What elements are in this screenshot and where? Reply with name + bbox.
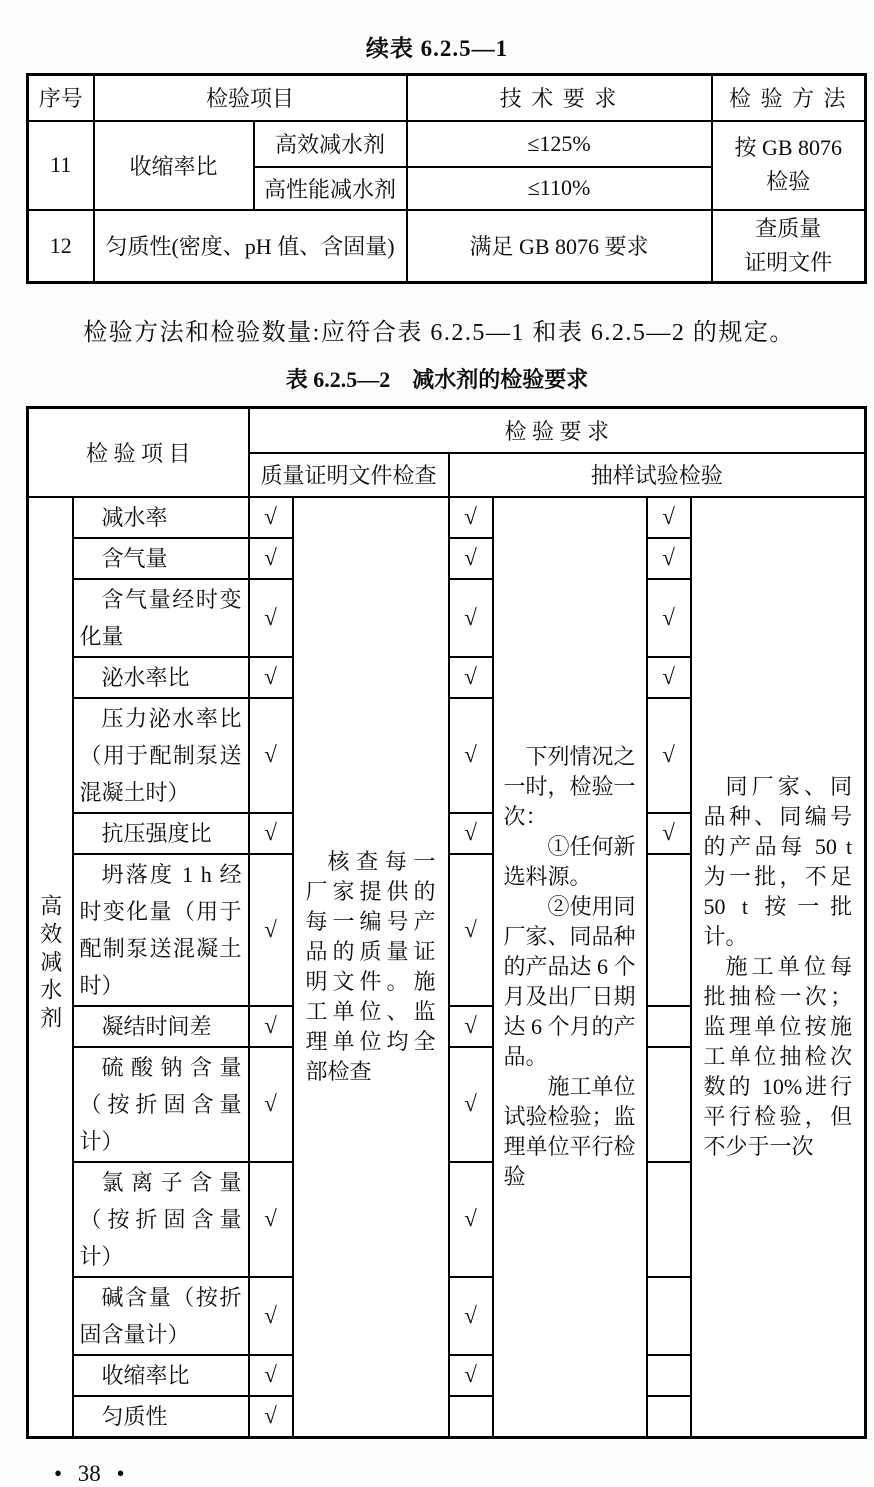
row11-sub2-requirement: ≤110% [407, 167, 712, 210]
doc-checkmark: √ [249, 698, 293, 813]
row11-sub2-label: 高性能减水剂 [254, 167, 407, 210]
item-label: 含气量经时变化量 [73, 579, 249, 657]
row11-sub1-requirement: ≤125% [407, 121, 712, 167]
doc-checkmark: √ [249, 538, 293, 579]
sampling-checkmark-2 [647, 1162, 691, 1277]
body-paragraph: 检验方法和检验数量:应符合表 6.2.5—1 和表 6.2.5—2 的规定。 [83, 320, 795, 346]
sampling-batch-cell [691, 497, 866, 1438]
sampling-checkmark-1: √ [449, 657, 493, 698]
group-label-vertical-text: 高效减水剂 [37, 893, 63, 1034]
doc-checkmark: √ [249, 813, 293, 854]
sampling-checkmark-2: √ [647, 698, 691, 813]
sampling-when-paragraph: ①任何新选料源。 [503, 833, 636, 889]
item-label: 抗压强度比 [73, 813, 249, 854]
sampling-checkmark-2 [647, 1396, 691, 1438]
row12-item: 匀质性(密度、pH 值、含固量) [94, 210, 407, 283]
sampling-checkmark-2 [647, 854, 691, 1006]
doc-checkmark: √ [249, 1047, 293, 1162]
sampling-checkmark-1: √ [449, 1277, 493, 1355]
row11-method-line1: 按 GB 8076 [734, 135, 843, 160]
table1-header-method: 检 验 方 法 [712, 75, 866, 121]
item-label: 碱含量（按折固含量计） [73, 1277, 249, 1355]
group-label-cell [28, 497, 73, 1438]
sampling-checkmark-1: √ [449, 497, 493, 538]
sampling-checkmark-2: √ [647, 657, 691, 698]
table-row [28, 497, 866, 538]
sampling-batch-paragraph: 同厂家、同品种、同编号的产品每 50 t 为一批，不足 50 t 按一批计。 [703, 773, 853, 949]
table1-row-12 [28, 210, 866, 283]
sampling-when-cell [493, 497, 647, 1438]
item-label: 氯离子含量（按折固含量计） [73, 1162, 249, 1277]
page-number: • 38 • [54, 1460, 125, 1486]
sampling-checkmark-2 [647, 1355, 691, 1396]
sampling-checkmark-1: √ [449, 1006, 493, 1047]
doc-checkmark: √ [249, 579, 293, 657]
table2-header-doc-check: 质量证明文件检查 [249, 453, 449, 497]
sampling-checkmark-2 [647, 1047, 691, 1162]
sampling-checkmark-2: √ [647, 497, 691, 538]
continued-table-title: 续表 6.2.5—1 [365, 36, 509, 61]
sampling-checkmark-1: √ [449, 813, 493, 854]
table-625-1 [26, 73, 867, 284]
row12-method-line2: 证明文件 [744, 249, 833, 275]
sampling-checkmark-1: √ [449, 854, 493, 1006]
sampling-checkmark-1: √ [449, 538, 493, 579]
sampling-checkmark-2 [647, 1006, 691, 1047]
doc-checkmark: √ [249, 657, 293, 698]
sampling-checkmark-1: √ [449, 1355, 493, 1396]
sampling-checkmark-2: √ [647, 813, 691, 854]
table1-header-no: 序号 [28, 75, 94, 121]
item-label: 硫酸钠含量（按折固含量计） [73, 1047, 249, 1162]
doc-checkmark: √ [249, 497, 293, 538]
sampling-when-paragraph: 施工单位试验检验；监理单位平行检验 [503, 1073, 636, 1189]
doc-check-note-cell [293, 497, 449, 1438]
sampling-checkmark-1: √ [449, 698, 493, 813]
table2-header-sampling: 抽样试验检验 [449, 453, 866, 497]
doc-checkmark: √ [249, 1162, 293, 1277]
item-label: 压力泌水率比（用于配制泵送混凝土时） [73, 698, 249, 813]
item-label: 匀质性 [73, 1396, 249, 1438]
sampling-checkmark-2: √ [647, 538, 691, 579]
row12-no: 12 [28, 210, 94, 283]
table1-header-requirement: 技 术 要 求 [407, 75, 712, 121]
sampling-when-paragraph: ②使用同厂家、同品种的产品达 6 个月及出厂日期达 6 个月的产品。 [503, 893, 636, 1069]
sampling-batch-paragraph: 施工单位每批抽检一次；监理单位按施工单位抽检次数的 10%进行平行检验，但不少于一次 [703, 953, 853, 1159]
row11-item: 收缩率比 [94, 121, 254, 210]
item-label: 凝结时间差 [73, 1006, 249, 1047]
row12-method [712, 210, 866, 283]
sampling-when-paragraph: 下列情况之一时，检验一次： [503, 743, 636, 829]
sampling-checkmark-1: √ [449, 579, 493, 657]
row11-sub1-label: 高效减水剂 [254, 121, 407, 167]
table1-header-item: 检验项目 [94, 75, 407, 121]
row11-no: 11 [28, 121, 94, 210]
sampling-checkmark-1 [449, 1396, 493, 1438]
table1-row-11a [28, 121, 866, 167]
item-label: 减水率 [73, 497, 249, 538]
table2-header-item: 检 验 项 目 [28, 408, 249, 497]
sampling-checkmark-1: √ [449, 1162, 493, 1277]
row11-method-line2: 检验 [766, 169, 811, 194]
doc-checkmark: √ [249, 854, 293, 1006]
table2-header-row1 [28, 408, 866, 453]
table2-title: 表 6.2.5—2 减水剂的检验要求 [285, 367, 589, 392]
row11-method [712, 121, 866, 210]
item-label: 泌水率比 [73, 657, 249, 698]
table-625-2 [26, 406, 867, 1439]
item-label: 坍落度 1 h 经时变化量（用于配制泵送混凝土时） [73, 854, 249, 1006]
table1-header-row [28, 75, 866, 121]
row12-method-line1: 查质量 [755, 215, 822, 241]
row12-requirement: 满足 GB 8076 要求 [407, 210, 712, 283]
doc-checkmark: √ [249, 1006, 293, 1047]
item-label: 含气量 [73, 538, 249, 579]
sampling-checkmark-1: √ [449, 1047, 493, 1162]
doc-checkmark: √ [249, 1355, 293, 1396]
doc-checkmark: √ [249, 1277, 293, 1355]
table2-header-requirement: 检 验 要 求 [249, 408, 866, 453]
doc-note-paragraph: 核查每一厂家提供的每一编号产品的质量证明文件。施工单位、监理单位均全部检查 [305, 848, 436, 1084]
sampling-checkmark-2: √ [647, 579, 691, 657]
doc-checkmark: √ [249, 1396, 293, 1438]
item-label: 收缩率比 [73, 1355, 249, 1396]
